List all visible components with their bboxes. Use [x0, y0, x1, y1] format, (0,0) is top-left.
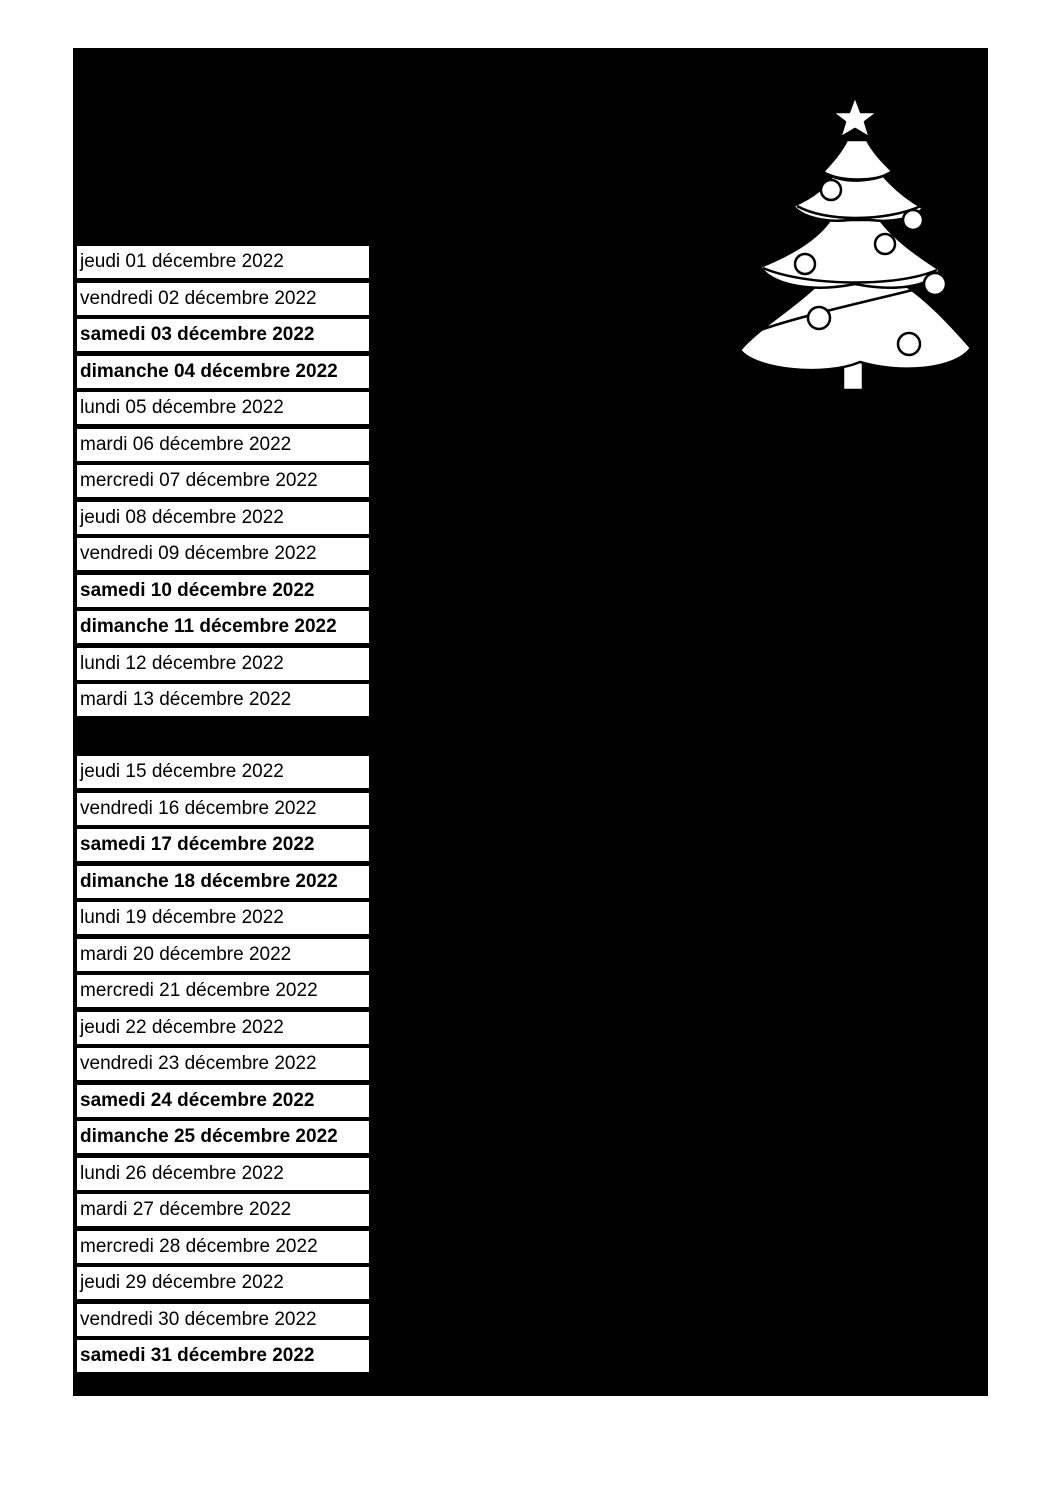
weekday-cell: mardi 27 décembre 2022 — [77, 1194, 369, 1226]
weekend-day-cell: dimanche 18 décembre 2022 — [77, 866, 369, 898]
weekend-day-cell: samedi 03 décembre 2022 — [77, 319, 369, 351]
weekday-cell: vendredi 30 décembre 2022 — [77, 1304, 369, 1336]
weekday-cell: mercredi 21 décembre 2022 — [77, 975, 369, 1007]
weekday-cell: mercredi 28 décembre 2022 — [77, 1231, 369, 1263]
weekday-cell: mercredi 07 décembre 2022 — [77, 465, 369, 497]
day-list-second-half — [77, 756, 369, 1377]
weekend-day-cell: dimanche 25 décembre 2022 — [77, 1121, 369, 1153]
weekday-cell: lundi 12 décembre 2022 — [77, 648, 369, 680]
weekend-day-cell: dimanche 11 décembre 2022 — [77, 611, 369, 643]
weekday-cell: lundi 26 décembre 2022 — [77, 1158, 369, 1190]
weekday-cell: vendredi 23 décembre 2022 — [77, 1048, 369, 1080]
weekend-day-cell: samedi 24 décembre 2022 — [77, 1085, 369, 1117]
weekday-cell: lundi 19 décembre 2022 — [77, 902, 369, 934]
weekday-cell: vendredi 09 décembre 2022 — [77, 538, 369, 570]
weekday-cell: jeudi 08 décembre 2022 — [77, 502, 369, 534]
weekend-day-cell: samedi 10 décembre 2022 — [77, 575, 369, 607]
weekday-cell: vendredi 16 décembre 2022 — [77, 793, 369, 825]
weekday-cell: jeudi 29 décembre 2022 — [77, 1267, 369, 1299]
weekend-day-cell: samedi 17 décembre 2022 — [77, 829, 369, 861]
weekday-cell: mardi 20 décembre 2022 — [77, 939, 369, 971]
weekend-day-cell: dimanche 04 décembre 2022 — [77, 356, 369, 388]
weekday-cell: jeudi 22 décembre 2022 — [77, 1012, 369, 1044]
weekday-cell: mardi 06 décembre 2022 — [77, 429, 369, 461]
weekday-cell: jeudi 01 décembre 2022 — [77, 246, 369, 278]
weekday-cell: jeudi 15 décembre 2022 — [77, 756, 369, 788]
weekend-day-cell: samedi 31 décembre 2022 — [77, 1340, 369, 1372]
day-list-first-half — [77, 246, 369, 721]
christmas-tree-icon — [735, 92, 975, 397]
weekday-cell: mardi 13 décembre 2022 — [77, 684, 369, 716]
weekday-cell: vendredi 02 décembre 2022 — [77, 283, 369, 315]
weekday-cell: lundi 05 décembre 2022 — [77, 392, 369, 424]
